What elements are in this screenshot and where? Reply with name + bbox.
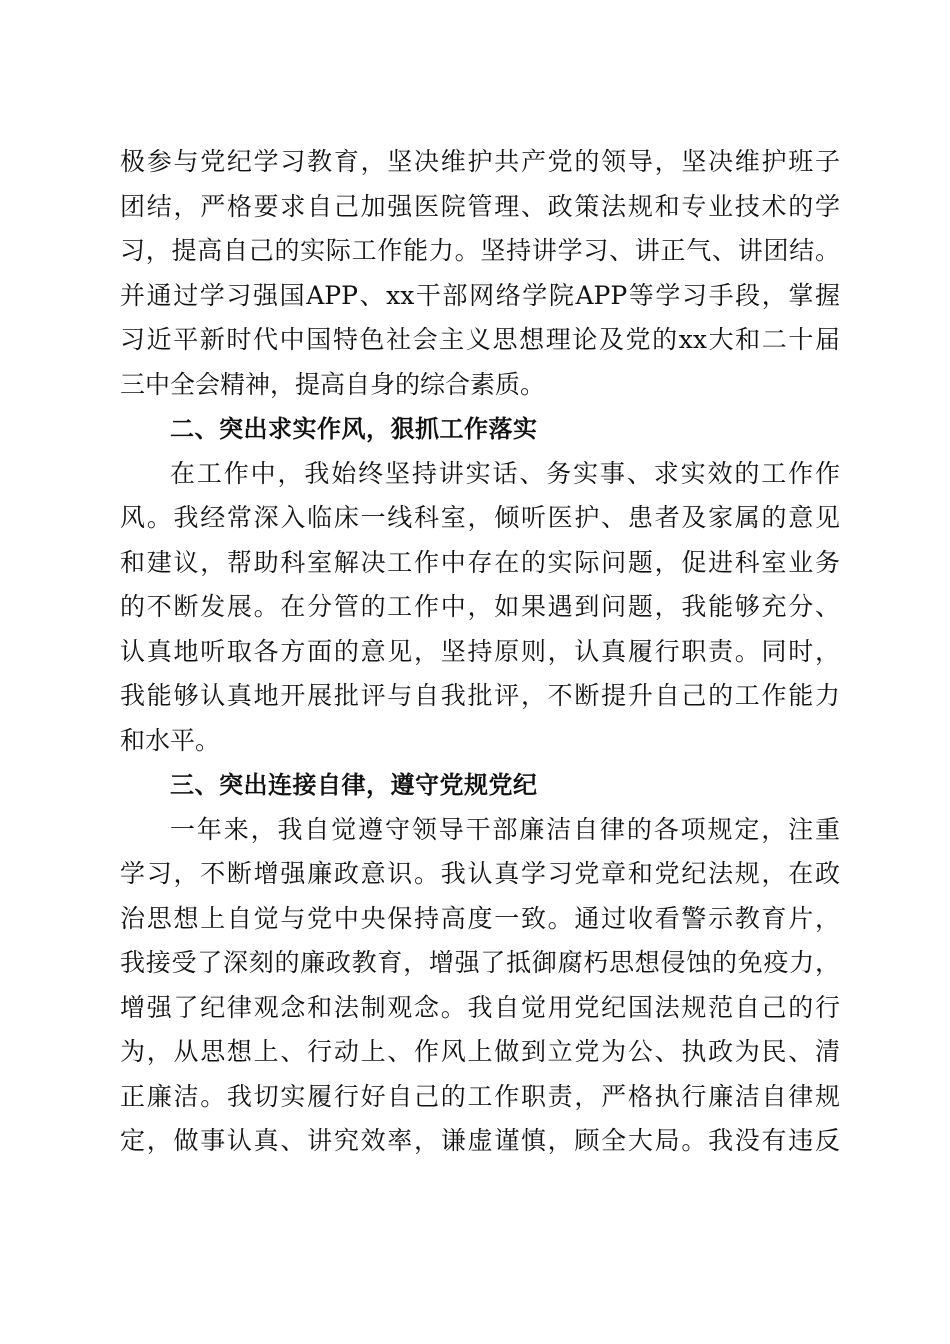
text-line: 的不断发展。在分管的工作中，如果遇到问题，我能够充分、: [120, 592, 840, 621]
text-line: 团结，严格要求自己加强医院管理、政策法规和专业技术的学: [120, 191, 840, 221]
continued-paragraph: [120, 140, 840, 407]
text-line: 治思想上自觉与党中央保持高度一致。通过收看警示教育片，: [120, 903, 840, 933]
text-line: 极参与党纪学习教育，坚决维护共产党的领导，坚决维护班子: [120, 147, 840, 176]
text-line: 和水平。: [120, 725, 221, 755]
text-line: 增强了纪律观念和法制观念。我自觉用党纪国法规范自己的行: [120, 992, 840, 1022]
text-line: 认真地听取各方面的意见，坚持原则，认真履行职责。同时，: [120, 636, 840, 666]
text-line: 一年来，我自觉遵守领导干部廉洁自律的各项规定，注重: [170, 814, 840, 844]
text-line: 并通过学习强国APP、xx干部网络学院APP等学习手段，掌握: [120, 280, 840, 310]
text-line: 我接受了深刻的廉政教育，增强了抵御腐朽思想侵蚀的免疫力，: [120, 948, 840, 977]
section-3-paragraph: [120, 808, 840, 1164]
text-line: 我能够认真地开展批评与自我批评，不断提升自己的工作能力: [120, 681, 840, 710]
text-line: 学习，不断增强廉政意识。我认真学习党章和党纪法规，在政: [120, 859, 840, 888]
text-line: 习，提高自己的实际工作能力。坚持讲学习、讲正气、讲团结。: [120, 236, 840, 265]
document-body: [120, 140, 840, 1164]
text-line: 正廉洁。我切实履行好自己的工作职责，严格执行廉洁自律规: [120, 1081, 840, 1111]
text-line: 在工作中，我始终坚持讲实话、务实事、求实效的工作作: [170, 458, 840, 488]
section-heading-2: 二、突出求实作风，狠抓工作落实: [170, 415, 538, 443]
section-heading-3: 三、突出连接自律，遵守党规党纪: [170, 771, 538, 799]
text-line: 习近平新时代中国特色社会主义思想理论及党的xx大和二十届: [120, 325, 840, 354]
text-line: 定，做事认真、讲究效率，谦虚谨慎，顾全大局。我没有违反: [120, 1126, 840, 1155]
text-line: 三中全会精神，提高自身的综合素质。: [120, 369, 546, 399]
text-line: 和建议，帮助科室解决工作中存在的实际问题，促进科室业务: [120, 547, 840, 577]
section-2-paragraph: [120, 452, 840, 764]
text-line: 风。我经常深入临床一线科室，倾听医护、患者及家属的意见: [120, 503, 840, 532]
text-line: 为，从思想上、行动上、作风上做到立党为公、执政为民、清: [120, 1037, 840, 1066]
